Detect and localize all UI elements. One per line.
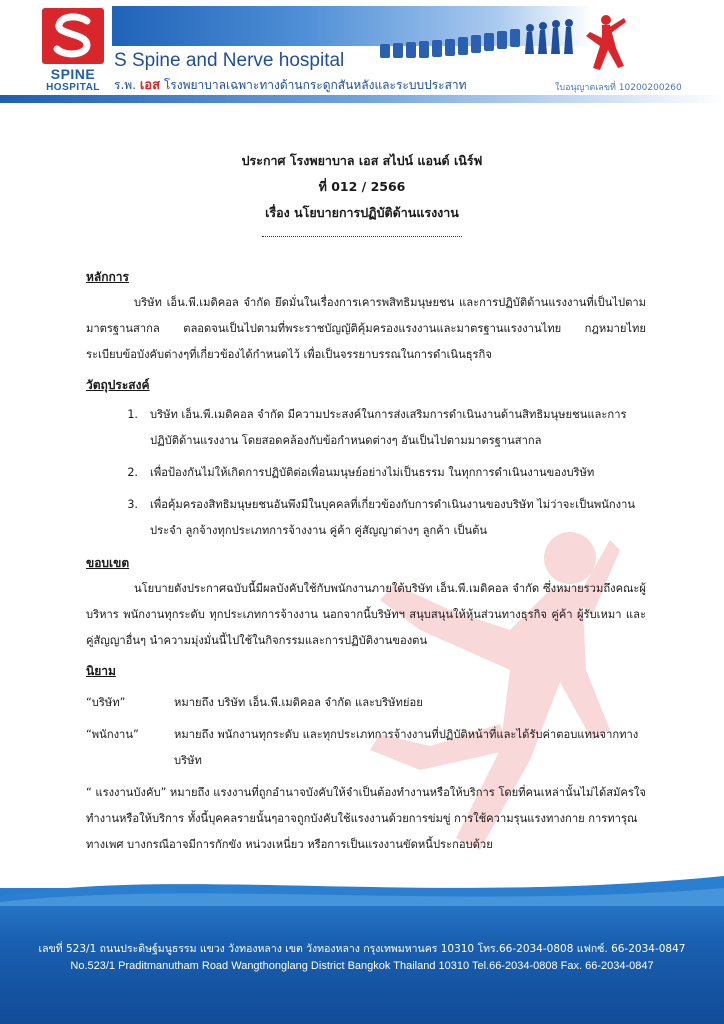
hospital-logo xyxy=(42,8,104,93)
hospital-th-desc: โรงพยาบาลเฉพาะทางด้านกระดูกสันหลังและระบบประสาท xyxy=(163,78,467,92)
list-item xyxy=(86,492,646,544)
hospital-name-en: S Spine and Nerve hospital xyxy=(114,50,345,71)
letterhead-footer xyxy=(0,888,724,1024)
logo-text-hospital: HOSPITAL xyxy=(46,82,100,93)
announcement-title xyxy=(0,148,724,226)
scope-paragraph: นโยบายดังประกาศฉบับนี้มีผลบังคับใช้กับพนักงานภายใต้บริษัท เอ็น.พี.เมดิคอล จำกัด ซึ่งหมายรวมถึงคณะผู้บริหาร พนักงานทุกระดับ ทุกประเภทการจ้างงาน นอกจากนี้บริษัทฯ สนุบสนุนให้หุ้นส่วนทางธุรกิจ คู่ค้า ผู้รับเหมา และคู่สัญญาอื่นๆ นำความมุ่งมั่นนี้ไปใช้ในกิจกรรมและการปฏิบัติงานของตน xyxy=(86,582,646,647)
document-body xyxy=(86,262,646,858)
list-item-text: เพื่อคุ้มครองสิทธิมนุษยชนอันพึงมีในบุคคลที่เกี่ยวข้องกับการดำเนินงานของบริษัท ไม่ว่าจะเป็นพนักงานประจำ ลูกจ้างทุกประเภทการจ้างงาน คู่ค้า คู่สัญญาต่างๆ ลูกค้า เป็นต้น xyxy=(150,498,636,537)
definition-company xyxy=(86,690,646,716)
heading-objective: วัตถุประสงค์ xyxy=(86,378,150,392)
list-item-number: 3. xyxy=(127,498,138,511)
definition-text: หมายถึง บริษัท เอ็น.พี.เมดิคอล จำกัด และบริษัทย่อย xyxy=(174,696,423,709)
list-item-number: 2. xyxy=(127,466,138,479)
title-line-number: ที่ 012 / 2566 xyxy=(318,179,406,194)
footer-wave xyxy=(0,866,724,906)
spine-figure-icon xyxy=(380,14,630,84)
list-item xyxy=(86,402,646,454)
footer-address-th: เลขที่ 523/1 ถนนประดิษฐ์มนูธรรม แขวง วังทองหลาง เขต วังทองหลาง กรุงเทพมหานคร 10310 โทร.66-2034-0808 แฟกซ์. 66-2034-0847 xyxy=(38,943,686,955)
definition-text: หมายถึง พนักงานทุกระดับ และทุกประเภทการจ้างงานที่ปฏิบัติหน้าที่และได้รับค่าตอบแทนจากทางบริษัท xyxy=(174,728,639,767)
principle-paragraph: บริษัท เอ็น.พี.เมดิคอล จำกัด ยึดมั่นในเรื่องการเคารพสิทธิมนุษยชน และการปฏิบัติด้านแรงงานที่เป็นไปตามมาตรฐานสากล ตลอดจนเป็นไปตามที่พระราชบัญญัติคุ้มครองแรงงานและมาตรฐานแรงงานไทย กฎหมายไทย ระเบียบข้อบังคับต่างๆที่เกี่ยวข้องได้กำหนดไว้ เพื่อเป็นจรรยาบรรณในการดำเนินธุรกิจ xyxy=(86,296,646,361)
heading-principle: หลักการ xyxy=(86,270,129,284)
hospital-th-brand: เอส xyxy=(139,78,160,93)
header-bottom-bar xyxy=(0,95,724,103)
hospital-th-prefix: ร.พ. xyxy=(114,78,136,92)
list-item-text: เพื่อป้องกันไม่ให้เกิดการปฏิบัติต่อเพื่อนมนุษย์อย่างไม่เป็นธรรม ในทุกการดำเนินงานของบริษัท xyxy=(150,466,595,479)
list-item-text: บริษัท เอ็น.พี.เมดิคอล จำกัด มีความประสงค์ในการส่งเสริมการดำเนินงานด้านสิทธิมนุษยชนและการปฏิบัติด้านแรงงาน โดยสอดคล้องกับข้อกำหนดต่างๆ อันเป็นไปตามมาตรฐานสากล xyxy=(150,408,627,447)
title-dotted-divider xyxy=(262,236,462,237)
heading-definition: นิยาม xyxy=(86,664,116,678)
definition-term: “พนักงาน” xyxy=(86,728,139,741)
definition-employee xyxy=(86,722,646,774)
definition-forced-labor: “ แรงงานบังคับ” หมายถึง แรงงานที่ถูกอำนาจบังคับให้จำเป็นต้องทำงานหรือให้บริการ โดยที่คนเหล่านั้นไม่ได้สมัครใจทำงานหรือให้บริการ ทั้งนี้บุคคลรายนั้นๆอาจถูกบังคับใช้แรงงานด้วยการข่มขู่ การใช้ความรุนแรงทางกาย การทารุณทางเพศ บางกรณีอาจมีการกักขัง หน่วงเหนี่ยว หรือการเป็นแรงงานขัดหนี้ประกอบด้วย xyxy=(86,786,646,851)
heading-scope: ขอบเขต xyxy=(86,556,130,570)
title-line-announcement: ประกาศ โรงพยาบาล เอส สไปน์ แอนด์ เนิร์ฟ xyxy=(241,153,483,168)
title-line-subject: เรื่อง นโยบายการปฏิบัติด้านแรงงาน xyxy=(265,205,459,220)
list-item xyxy=(86,460,646,486)
letterhead xyxy=(0,0,724,110)
footer-address-en: No.523/1 Praditmanutham Road Wangthonglang District Bangkok Thailand 10310 Tel.66-2034-0808 Fax. 66-2034-0847 xyxy=(70,960,654,972)
logo-text-spine: SPINE xyxy=(50,66,96,82)
definition-term: “บริษัท” xyxy=(86,696,126,709)
objective-list xyxy=(86,402,646,544)
list-item-number: 1. xyxy=(127,408,138,421)
license-number: ใบอนุญาตเลขที่ 10200200260 xyxy=(555,83,682,93)
logo-s-mark xyxy=(42,8,104,64)
